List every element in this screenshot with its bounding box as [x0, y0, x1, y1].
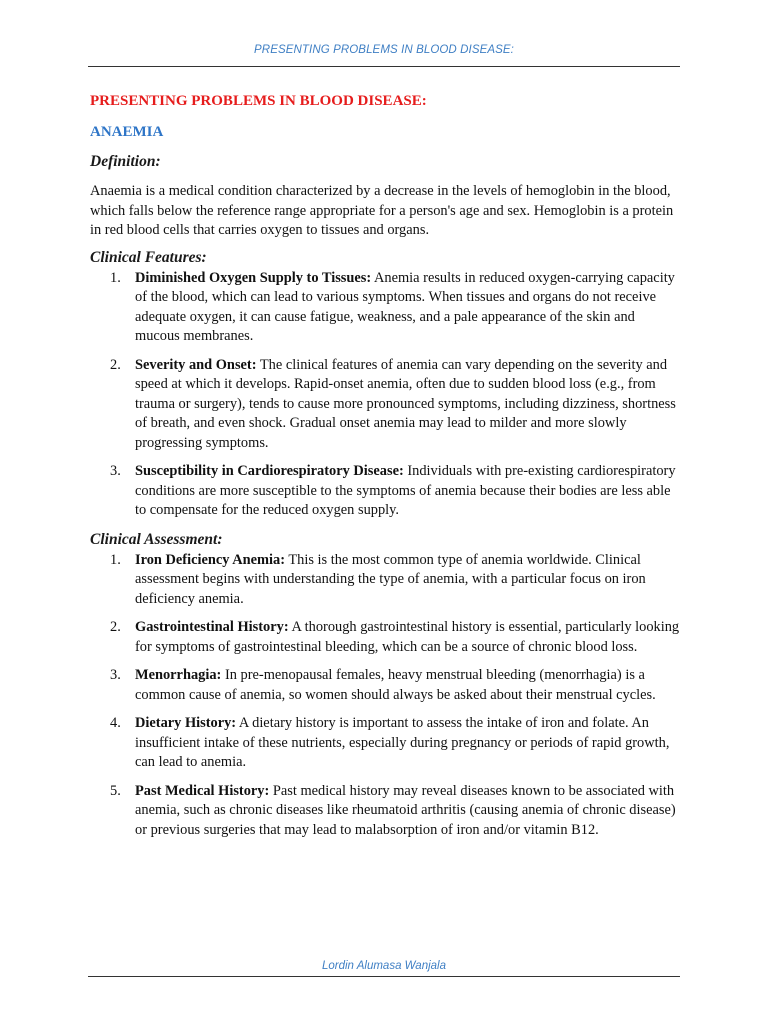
clinical-assessment-list	[90, 551, 680, 841]
list-item-text: Individuals with pre-existing cardiorespiratory conditions are more susceptible to the symptoms of anemia because their bodies are less able to compensate for the reduced oxygen supply.	[135, 463, 676, 518]
list-item-number: 1.	[110, 269, 121, 286]
list-item	[90, 666, 680, 705]
list-item-number: 3.	[110, 463, 121, 479]
list-item-text: The clinical features of anemia can vary depending on the severity and speed at which it develops. Rapid-onset anemia, often due to sudden blood loss (e.g., from trauma or surgery), tends to cause more pronounced symptoms, including dizziness, shortness of breath, and even shock. Gradual onset anemia may lead to milder and more slowly progressing symptoms.	[135, 356, 676, 451]
list-item-number: 1.	[110, 551, 121, 568]
list-item	[90, 356, 680, 454]
list-item	[90, 618, 680, 657]
list-item-term: Gastrointestinal History:	[135, 619, 289, 635]
list-item-number: 3.	[110, 667, 121, 683]
list-item-text: A dietary history is important to assess the intake of iron and folate. An insufficient intake of these nutrients, especially during pregnancy or periods of rapid growth, can lead to anemia.	[135, 715, 670, 770]
list-item-text: A thorough gastrointestinal history is essential, particularly looking for symptoms of gastrointestinal bleeding, which can be a source of chronic blood loss.	[135, 619, 680, 655]
list-item	[90, 551, 680, 610]
list-item-text: Anemia results in reduced oxygen-carrying capacity of the blood, which can lead to various symptoms. When tissues and organs do not receive adequate oxygen, it can cause fatigue, weakness, and a pale appearance of the skin and mucous membranes.	[135, 269, 675, 344]
list-item-term: Dietary History:	[135, 715, 237, 731]
list-item-term: Past Medical History:	[135, 782, 270, 799]
definition-heading: Definition:	[90, 153, 161, 170]
list-item	[90, 269, 680, 347]
footer-divider	[88, 976, 680, 977]
list-item-number: 2.	[110, 356, 121, 373]
list-item	[90, 782, 680, 841]
list-item-term: Susceptibility in Cardiorespiratory Disease:	[135, 463, 404, 479]
section-heading-anaemia: ANAEMIA	[90, 124, 164, 140]
document-body	[90, 88, 680, 840]
list-item-number: 4.	[110, 715, 121, 731]
list-item-text: Past medical history may reveal diseases known to be associated with anemia, such as chronic diseases like rheumatoid arthritis (causing anemia of chronic disease) or previous surgeries that may lead to malabsorption of iron and/or vitamin B12.	[135, 782, 676, 838]
list-item	[90, 714, 680, 773]
clinical-assessment-heading: Clinical Assessment:	[90, 530, 223, 548]
document-title: PRESENTING PROBLEMS IN BLOOD DISEASE:	[90, 93, 427, 109]
running-header: PRESENTING PROBLEMS IN BLOOD DISEASE:	[254, 44, 514, 56]
clinical-features-heading: Clinical Features:	[90, 248, 207, 266]
header-divider	[88, 66, 680, 67]
list-item-term: Diminished Oxygen Supply to Tissues:	[135, 269, 372, 286]
list-item-number: 5.	[110, 782, 121, 799]
definition-paragraph: Anaemia is a medical condition characterized by a decrease in the levels of hemoglobin in the blood, which falls below the reference range appropriate for a person's age and sex. Hemoglobin is a protein in red blood cells that carries oxygen to tissues and organs.	[90, 183, 674, 238]
list-item-term: Menorrhagia:	[135, 667, 222, 683]
clinical-features-list	[90, 269, 680, 521]
list-item-number: 2.	[110, 619, 121, 635]
list-item-text: In pre-menopausal females, heavy menstrual bleeding (menorrhagia) is a common cause of anemia, so women should always be asked about their menstrual cycles.	[135, 667, 656, 703]
list-item-text: This is the most common type of anemia worldwide. Clinical assessment begins with understanding the type of anemia, with a particular focus on iron deficiency anemia.	[135, 551, 646, 607]
running-footer-author: Lordin Alumasa Wanjala	[321, 960, 446, 972]
list-item	[90, 462, 680, 521]
list-item-term: Severity and Onset:	[135, 356, 257, 373]
list-item-term: Iron Deficiency Anemia:	[135, 551, 286, 568]
